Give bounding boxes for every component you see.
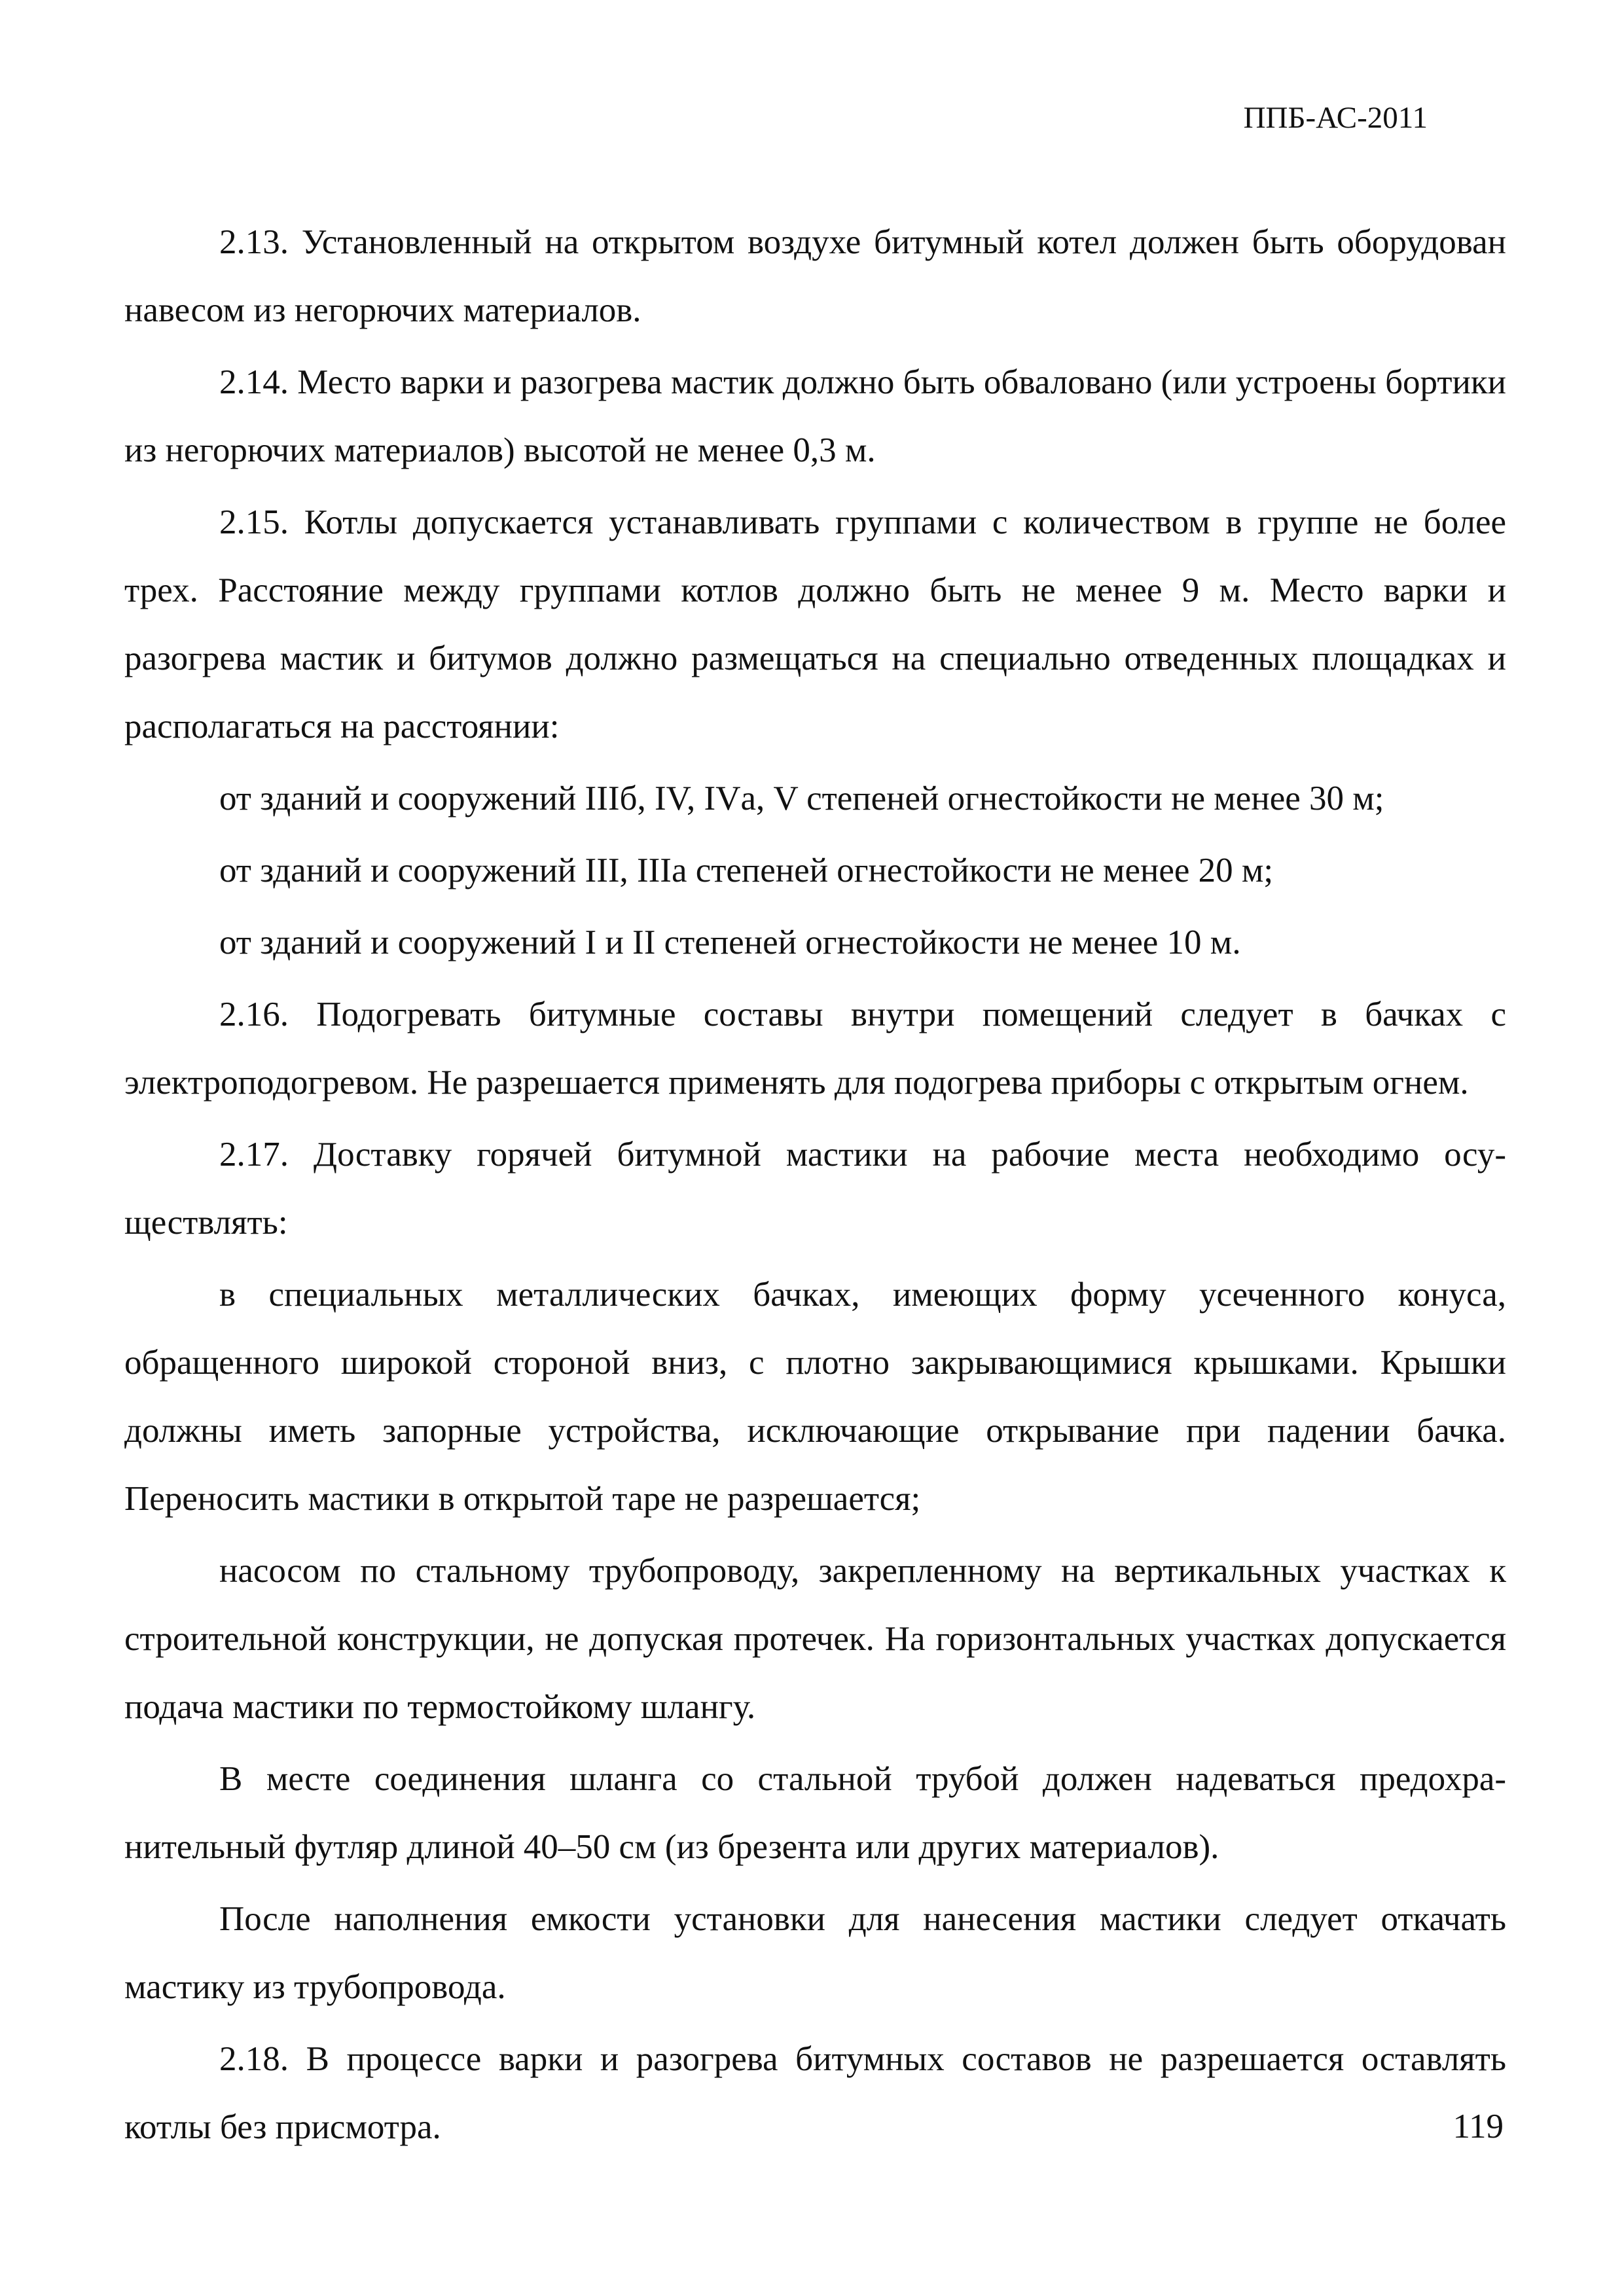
paragraph-2-16: 2.16. Подогревать битумные составы внутри помещений следует в бачках с электроподогревом. Не разрешается применять для подогрева приборы с открытым огнем. [124, 996, 1506, 1102]
paragraph-2-17: 2.17. Доставку горячей битумной мастики на рабочие места необходимо осуществлять: [124, 1136, 1506, 1242]
paragraph-2-15: 2.15. Котлы допускается устанавливать группами с количеством в группе не более трех. Расстояние между группами котлов должно быть не менее 9 м. Место варки и разогрева мастик и битумов должно размещаться на специально отведенных площадках и располагаться на расстоянии: [124, 503, 1506, 745]
distance-item-i-ii: от зданий и сооружений I и II степеней огнестойкости не менее 10 м. [219, 924, 1241, 961]
document-code-header: ППБ-АС-2011 [1243, 101, 1428, 135]
distance-item-iiib-v: от зданий и сооружений IIIб, IV, IVа, V степеней огнестойкости не менее 30 м; [219, 780, 1384, 817]
document-body [124, 208, 1506, 2161]
page-number: 119 [1453, 2108, 1504, 2145]
distance-item-iii-iiia: от зданий и сооружений III, IIIа степеней огнестойкости не менее 20 м; [219, 852, 1274, 889]
paragraph-2-18: 2.18. В процессе варки и разогрева битумных составов не разрешается оставлять котлы без присмотра. [124, 2040, 1506, 2146]
paragraph-2-13: 2.13. Установленный на открытом воздухе битумный котел должен быть оборудован навесом из негорючих материалов. [124, 223, 1506, 329]
paragraph-2-14: 2.14. Место варки и разогрева мастик должно быть обваловано (или устроены бортики из негорючих материалов) высотой не менее 0,3 м. [124, 363, 1506, 469]
delivery-item-pipeline: насосом по стальному трубопроводу, закрепленному на вертикальных участках к строительной конструкции, не допуская протечек. На горизонтальных участках допускается подача мастики по термостойкому шлангу. [124, 1552, 1506, 1726]
hose-connection-paragraph: В месте соединения шланга со стальной трубой должен надеваться предохранительный футляр длиной 40–50 см (из брезента или других материалов). [124, 1760, 1506, 1866]
delivery-item-containers: в специальных металлических бачках, имеющих форму усеченного конуса, обращенного широкой стороной вниз, с плотно закрывающимися крышками. Крышки должны иметь запорные устройства, исключающие открывание при падении бачка. Переносить мастики в открытой таре не разрешается; [124, 1276, 1506, 1518]
pipeline-emptying-paragraph: После наполнения емкости установки для нанесения мастики следует откачать мастику из трубопровода. [124, 1900, 1506, 2006]
